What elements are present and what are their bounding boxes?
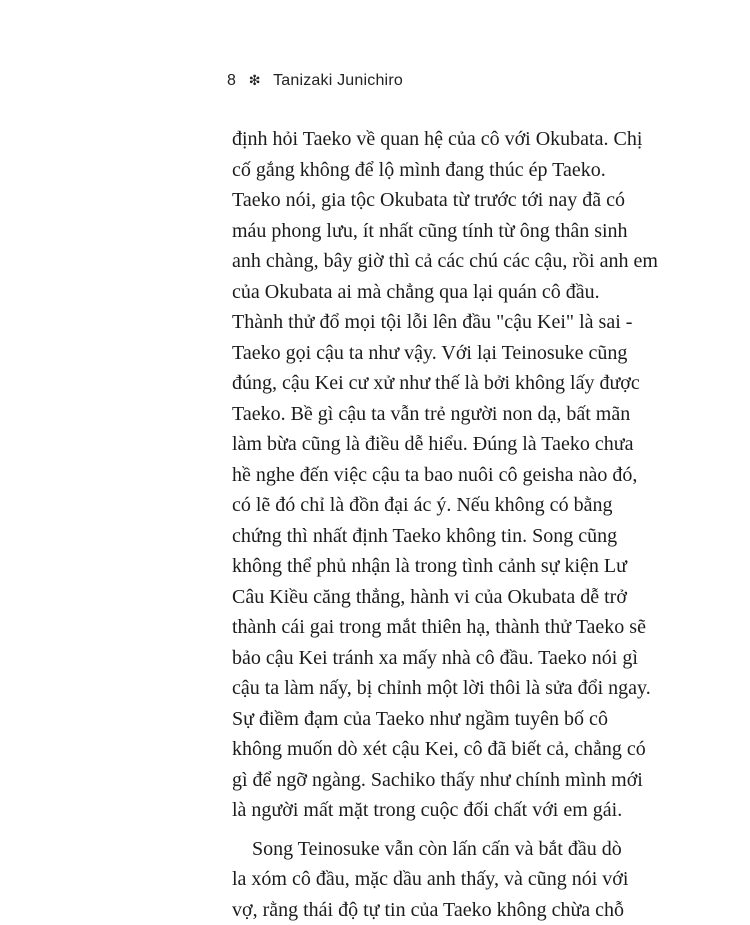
text-line: Câu Kiều căng thẳng, hành vi của Okubata dễ trở xyxy=(232,582,750,613)
text-line: máu phong lưu, ít nhất cũng tính từ ông thân sinh xyxy=(232,216,750,247)
text-line: cậu ta làm nấy, bị chỉnh một lời thôi là sửa đổi ngay. xyxy=(232,673,750,704)
text-line: làm bừa cũng là điều dễ hiểu. Đúng là Taeko chưa xyxy=(232,429,750,460)
text-line: vợ, rằng thái độ tự tin của Taeko không chừa chỗ xyxy=(232,895,750,925)
text-line: Thành thử đổ mọi tội lỗi lên đầu "cậu Kei" là sai - xyxy=(232,307,750,338)
text-line: Taeko. Bề gì cậu ta vẫn trẻ người non dạ, bất mãn xyxy=(232,399,750,430)
running-header xyxy=(227,72,403,90)
text-line: Song Teinosuke vẫn còn lấn cấn và bắt đầu dò xyxy=(232,834,750,865)
text-line: thành cái gai trong mắt thiên hạ, thành thử Taeko sẽ xyxy=(232,612,750,643)
text-line: đúng, cậu Kei cư xử như thế là bởi không lấy được xyxy=(232,368,750,399)
ornament-icon: ❇ xyxy=(249,72,261,89)
text-line: gì để ngỡ ngàng. Sachiko thấy như chính mình mới xyxy=(232,765,750,796)
text-line: Sự điềm đạm của Taeko như ngầm tuyên bố cô xyxy=(232,704,750,735)
paragraph xyxy=(232,834,750,925)
text-line: là người mất mặt trong cuộc đối chất với em gái. xyxy=(232,795,750,826)
paragraph xyxy=(232,124,750,826)
text-line: Taeko gọi cậu ta như vậy. Với lại Teinosuke cũng xyxy=(232,338,750,369)
paragraph-gap xyxy=(232,826,750,834)
text-line: cố gắng không để lộ mình đang thúc ép Taeko. xyxy=(232,155,750,186)
text-line: không muốn dò xét cậu Kei, cô đã biết cả, chẳng có xyxy=(232,734,750,765)
text-line: chứng thì nhất định Taeko không tin. Song cũng xyxy=(232,521,750,552)
page-number: 8 xyxy=(227,72,236,89)
text-line: Taeko nói, gia tộc Okubata từ trước tới nay đã có xyxy=(232,185,750,216)
text-line: la xóm cô đầu, mặc dầu anh thấy, và cũng nói với xyxy=(232,864,750,895)
author-name: Tanizaki Junichiro xyxy=(273,72,403,89)
text-line: không thể phủ nhận là trong tình cảnh sự kiện Lư xyxy=(232,551,750,582)
text-line: định hỏi Taeko về quan hệ của cô với Okubata. Chị xyxy=(232,124,750,155)
text-line: của Okubata ai mà chẳng qua lại quán cô đầu. xyxy=(232,277,750,308)
text-line: anh chàng, bây giờ thì cả các chú các cậu, rồi anh em xyxy=(232,246,750,277)
text-line: có lẽ đó chỉ là đồn đại ác ý. Nếu không có bằng xyxy=(232,490,750,521)
text-line: bảo cậu Kei tránh xa mấy nhà cô đầu. Taeko nói gì xyxy=(232,643,750,674)
body-text xyxy=(232,124,750,925)
text-line: hề nghe đến việc cậu ta bao nuôi cô geisha nào đó, xyxy=(232,460,750,491)
